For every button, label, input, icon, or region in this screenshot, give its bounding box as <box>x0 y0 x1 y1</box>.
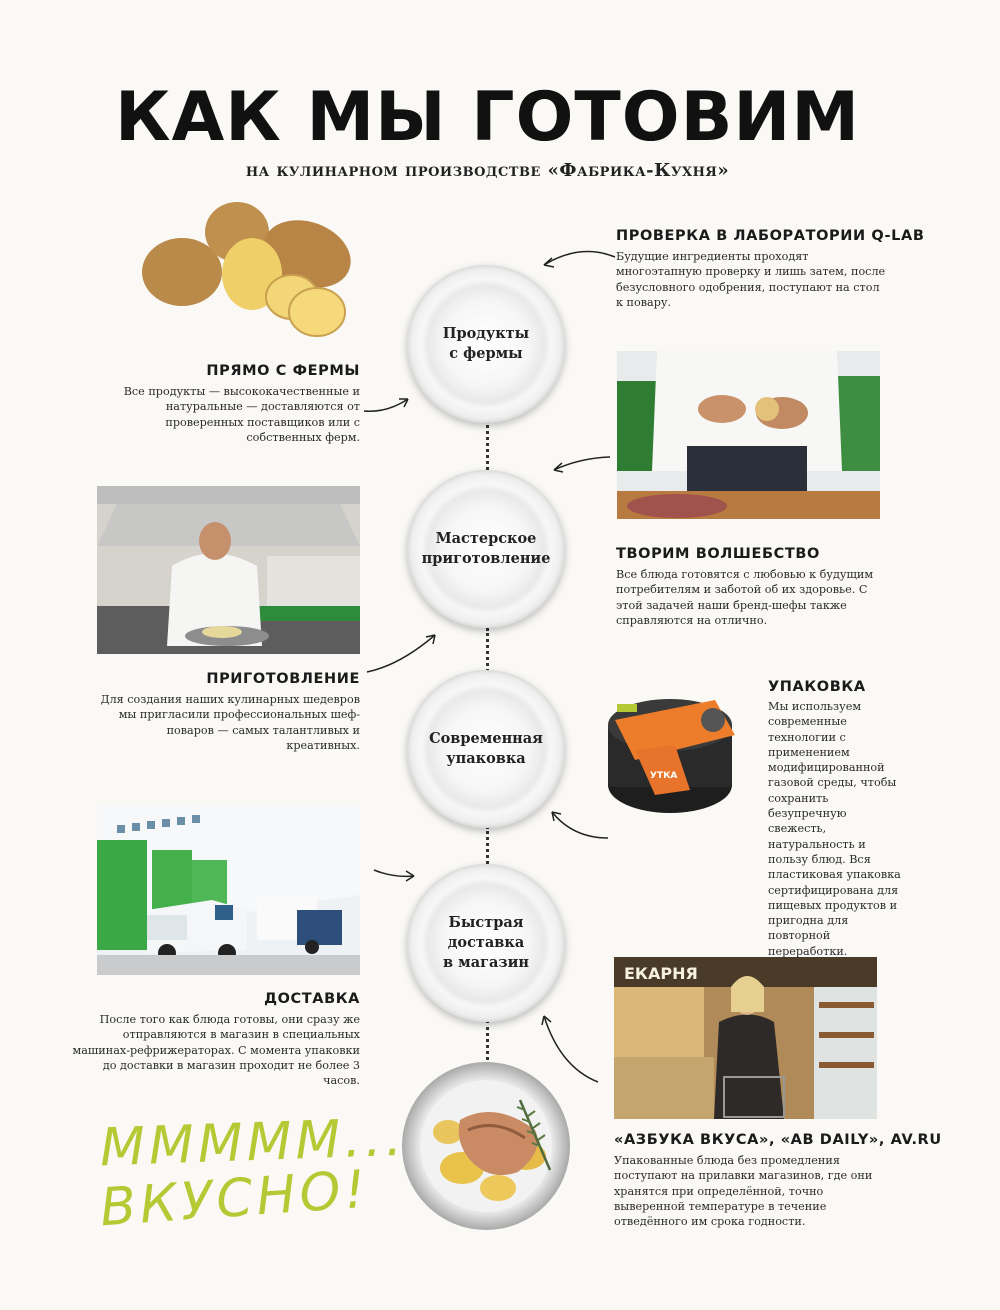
magic-heading: ТВОРИМ ВОЛШЕБСТВО <box>616 546 820 562</box>
plate-label: Продукты с фермы <box>442 325 530 362</box>
dotted-connector <box>486 628 489 672</box>
farm-text: Все продукты — высококачественные и натуральные — доставляются от проверенных поставщиков или с собственных ферм. <box>123 385 360 444</box>
subtitle-prefix: на кулинарном производстве <box>245 160 548 181</box>
chef-peeling-photo <box>617 351 880 519</box>
stores-heading: «АЗБУКА ВКУСА», «AB DAILY», AV.RU <box>614 1132 942 1148</box>
store-shopper-photo <box>614 957 877 1119</box>
stores-text: Упакованные блюда без промедления поступают на прилавки магазинов, где они хранятся при определённой, точно выверенной температуре в течение отведённого им срока годности. <box>614 1154 873 1229</box>
arrow-lab-to-plate1 <box>540 245 620 275</box>
chef-cooking-photo <box>97 486 360 654</box>
cooking-heading: ПРИГОТОВЛЕНИЕ <box>206 671 360 687</box>
package-label: УТКА <box>650 771 678 781</box>
plate-fast-delivery <box>407 864 565 1022</box>
farm-heading: ПРЯМО С ФЕРМЫ <box>206 363 360 379</box>
arrow-cooking-to-plate2 <box>365 630 440 675</box>
delivery-trucks-photo <box>97 805 360 975</box>
potatoes-image <box>132 192 362 342</box>
delivery-heading: ДОСТАВКА <box>264 991 360 1007</box>
arrow-farm-to-plate1 <box>362 393 412 418</box>
page-title: КАК МЫ ГОТОВИМ <box>115 78 860 157</box>
magic-text: Все блюда готовятся с любовью к будущим потребителям и заботой об их здоровье. С этой задачей наши бренд-шефы также справляются на отлично. <box>616 568 874 627</box>
dotted-connector <box>486 826 489 864</box>
cooking-text: Для создания наших кулинарных шедевров мы пригласили профессиональных шеф-поваров — самых талантливых и креативных. <box>100 693 360 752</box>
subtitle-brand: «Фабрика-Кухня» <box>547 160 730 181</box>
store-sign: ЕКАРНЯ <box>624 964 698 983</box>
page-subtitle <box>0 160 975 181</box>
lab-heading: ПРОВЕРКА В ЛАБОРАТОРИИ Q-LAB <box>616 228 925 244</box>
handwritten-tasty: ВКУСНО! <box>98 1159 372 1239</box>
arrow-store-to-plate4 <box>540 1012 602 1084</box>
packaging-image <box>595 690 745 815</box>
dotted-connector <box>486 420 489 470</box>
packaging-heading: УПАКОВКА <box>768 679 866 695</box>
lab-text: Будущие ингредиенты проходят многоэтапную проверку и лишь затем, после безусловного одобрения, поступают на стол к повару. <box>616 250 886 309</box>
plate-label: Мастерское приготовление <box>421 530 551 567</box>
handwritten-mmm: МММММ... <box>99 1107 407 1179</box>
food-plate-image <box>400 1060 572 1232</box>
plate-modern-packaging <box>407 670 565 828</box>
packaging-text: Мы используем современные технологии с применением модифицированной газовой среды, чтобы сохранить безупречную свежесть, натуральность и пользу блюд. Вся пластиковая упаковка сертифицирована для пищевых продуктов и пригодна для повторной переработки. <box>768 700 901 958</box>
dotted-connector <box>486 1020 489 1060</box>
delivery-text: После того как блюда готовы, они сразу же отправляются в магазин в специальных машинах-рефрижераторах. С момента упаковки до доставки в магазин проходит не более 3 часов. <box>72 1013 360 1088</box>
plate-label: Современная упаковка <box>429 730 543 767</box>
plate-master-cooking <box>407 470 565 628</box>
arrow-chef-to-plate2 <box>550 450 612 475</box>
arrow-package-to-plate3 <box>548 800 610 840</box>
plate-label: Быстрая доставка в магазин <box>442 914 530 971</box>
plate-farm-products <box>407 265 565 423</box>
arrow-trucks-to-plate4 <box>372 866 417 882</box>
